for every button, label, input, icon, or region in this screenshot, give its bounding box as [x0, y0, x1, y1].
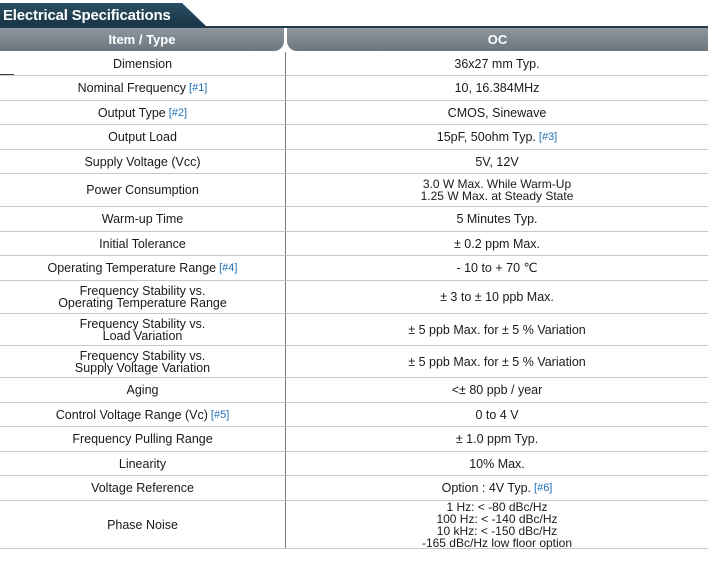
spec-value-text: <± 80 ppb / year — [451, 383, 543, 397]
table-row — [0, 174, 708, 207]
spec-item-label: Power Consumption — [86, 183, 199, 197]
spec-item-cell — [0, 232, 286, 255]
table-row — [0, 281, 708, 314]
table-row — [0, 314, 708, 346]
spec-item-label: Dimension — [112, 56, 173, 71]
table-row — [0, 232, 708, 256]
spec-value-text: ± 5 ppb Max. for ± 5 % Variation — [408, 354, 586, 369]
spec-item-cell — [0, 314, 286, 345]
spec-item-cell — [0, 150, 286, 173]
spec-value-text: ± 3 to ± 10 ppb Max. — [440, 290, 554, 304]
spec-value-cell — [286, 125, 708, 149]
spec-value-text: 5V, 12V — [475, 154, 519, 169]
spec-value-cell — [286, 150, 708, 173]
spec-table — [0, 52, 708, 549]
spec-item-label: Frequency Pulling Range — [72, 432, 213, 446]
spec-item-label: Nominal Frequency — [77, 81, 187, 95]
spec-value-text: 36x27 mm Typ. — [454, 56, 540, 71]
footnote-ref: [#2] — [168, 106, 188, 119]
spec-value-text: 10 kHz: < -150 dBc/Hz — [436, 523, 558, 538]
spec-item-cell — [0, 427, 286, 451]
spec-item-label: Output Load — [108, 130, 177, 144]
footnote-ref: [#1] — [189, 82, 208, 94]
spec-value-text: 100 Hz: < -140 dBc/Hz — [436, 511, 558, 526]
spec-value-text: 1.25 W Max. at Steady State — [420, 189, 574, 203]
spec-value-cell — [286, 101, 708, 124]
spec-item-label: Aging — [126, 383, 159, 397]
spec-value-text: 3.0 W Max. While Warm-Up — [422, 177, 572, 191]
spec-item-label: Load Variation — [102, 328, 183, 343]
spec-value-text: -165 dBc/Hz low floor option — [421, 535, 573, 550]
spec-value-text: 5 Minutes Typ. — [456, 212, 538, 226]
table-row — [0, 427, 708, 452]
spec-item-cell — [0, 52, 286, 75]
spec-item-cell — [0, 174, 286, 206]
table-row — [0, 346, 708, 378]
section-title-tab — [0, 3, 210, 28]
spec-value-text: ± 1.0 ppm Typ. — [455, 432, 539, 446]
spec-item-cell — [0, 378, 286, 402]
spec-item-cell — [0, 125, 286, 149]
spec-item-cell — [0, 281, 286, 313]
spec-item-label: Control Voltage Range (Vc) — [55, 407, 208, 422]
spec-value-cell — [286, 174, 708, 206]
table-row — [0, 476, 708, 501]
spec-item-cell — [0, 501, 286, 548]
table-row — [0, 52, 708, 76]
column-header-oc: OC — [287, 28, 708, 51]
spec-item-label: Supply Voltage (Vcc) — [84, 154, 201, 169]
spec-item-cell — [0, 476, 286, 500]
spec-value-cell — [286, 346, 708, 377]
page-title: Electrical Specifications — [3, 7, 171, 24]
spec-item-label: Frequency Stability vs. — [79, 316, 206, 331]
spec-value-text: 10% Max. — [469, 456, 525, 471]
spec-value-text: ± 5 ppb Max. for ± 5 % Variation — [408, 322, 586, 337]
spec-item-cell — [0, 256, 286, 280]
table-row — [0, 256, 708, 281]
spec-value-text: 0 to 4 V — [475, 407, 519, 422]
spec-item-label: Output Type — [97, 105, 166, 120]
spec-value-text: Option : 4V Typ. — [441, 481, 532, 495]
table-row — [0, 76, 708, 101]
table-row — [0, 150, 708, 174]
spec-item-label: Warm-up Time — [101, 212, 184, 226]
spec-value-text: ± 0.2 ppm Max. — [453, 236, 541, 251]
table-row — [0, 207, 708, 232]
spec-value-cell — [286, 76, 708, 100]
spec-value-cell — [286, 256, 708, 280]
spec-item-label: Initial Tolerance — [99, 236, 186, 251]
spec-item-cell — [0, 76, 286, 100]
spec-item-label: Operating Temperature Range — [47, 261, 217, 275]
spec-value-cell — [286, 207, 708, 231]
spec-item-label: Frequency Stability vs. — [79, 284, 206, 298]
spec-value-cell — [286, 452, 708, 475]
spec-value-cell — [286, 476, 708, 500]
spec-item-cell — [0, 452, 286, 475]
footnote-ref: [#4] — [219, 262, 238, 274]
spec-value-text: 1 Hz: < -80 dBc/Hz — [446, 499, 548, 514]
spec-item-label: Frequency Stability vs. — [79, 348, 206, 363]
spec-value-text: CMOS, Sinewave — [447, 105, 547, 120]
spec-value-cell — [286, 281, 708, 313]
table-row — [0, 101, 708, 125]
column-header-item-type: Item / Type — [0, 28, 284, 51]
table-row — [0, 403, 708, 427]
spec-value-text: - 10 to + 70 ℃ — [456, 261, 538, 275]
spec-value-text: 10, 16.384MHz — [454, 81, 540, 95]
footnote-ref: [#3] — [538, 131, 558, 143]
table-row — [0, 378, 708, 403]
spec-item-label: Supply Voltage Variation — [74, 360, 211, 375]
spec-item-label: Voltage Reference — [91, 481, 194, 495]
spec-item-label: Operating Temperature Range — [58, 296, 227, 310]
spec-item-cell — [0, 101, 286, 124]
spec-value-cell — [286, 403, 708, 426]
table-row — [0, 125, 708, 150]
spec-value-cell — [286, 314, 708, 345]
spec-item-cell — [0, 207, 286, 231]
table-row — [0, 501, 708, 549]
table-row — [0, 452, 708, 476]
spec-value-cell — [286, 52, 708, 75]
footnote-ref: [#5] — [210, 408, 230, 421]
spec-item-cell — [0, 346, 286, 377]
spec-value-cell — [286, 427, 708, 451]
spec-item-label: Phase Noise — [107, 517, 178, 532]
spec-value-cell — [286, 232, 708, 255]
spec-item-cell — [0, 403, 286, 426]
spec-value-cell — [286, 501, 708, 548]
footnote-ref: [#6] — [534, 482, 553, 494]
spec-item-label: Linearity — [118, 456, 167, 471]
spec-value-cell — [286, 378, 708, 402]
spec-value-text: 15pF, 50ohm Typ. — [436, 130, 536, 144]
